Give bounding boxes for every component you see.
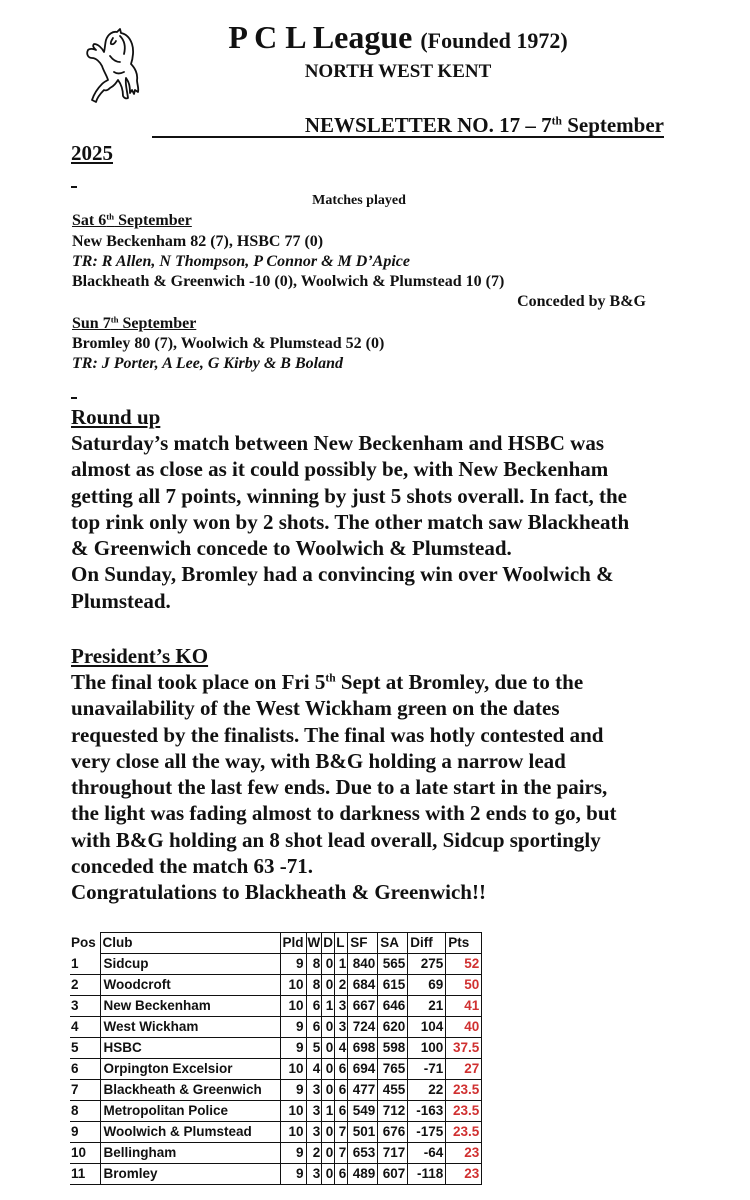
top-rink-players: TR: J Porter, A Lee, G Kirby & B Boland [72, 355, 343, 372]
cell-pld: 9 [280, 954, 306, 975]
table-row [70, 954, 482, 975]
presidents-ko-line: requested by the finalists. The final was hotly contested and [71, 722, 604, 747]
presidents-ko-line: throughout the last few ends. Due to a late start in the pairs, [71, 775, 608, 800]
cell-l: 3 [335, 996, 348, 1017]
cell-d: 0 [322, 1122, 335, 1143]
cell-w: 6 [306, 1017, 322, 1038]
cell-club: Sidcup [100, 954, 280, 975]
cell-pos: 2 [70, 975, 100, 996]
cell-l: 2 [335, 975, 348, 996]
cell-diff: -175 [408, 1122, 446, 1143]
cell-w: 5 [306, 1038, 322, 1059]
cell-sa: 620 [378, 1017, 408, 1038]
league-region: NORTH WEST KENT [304, 61, 492, 82]
table-row [70, 1122, 482, 1143]
cell-sa: 615 [378, 975, 408, 996]
cell-d: 0 [322, 954, 335, 975]
cell-sf: 489 [348, 1164, 378, 1185]
cell-l: 6 [335, 1080, 348, 1101]
table-row [70, 1143, 482, 1164]
col-header-pos: Pos [70, 933, 100, 954]
cell-diff: 69 [408, 975, 446, 996]
cell-pts: 23.5 [446, 1080, 482, 1101]
cell-club: Woolwich & Plumstead [100, 1122, 280, 1143]
matches-heading [0, 192, 750, 210]
cell-d: 0 [322, 1017, 335, 1038]
match-day-label: Sat 6 [72, 212, 107, 229]
founded-note: (Founded 1972) [420, 28, 568, 53]
league-name: P C L League [228, 19, 413, 55]
cell-l: 7 [335, 1122, 348, 1143]
league-table [70, 932, 482, 1185]
cell-w: 3 [306, 1080, 322, 1101]
roundup-heading: Round up [71, 405, 161, 429]
cell-w: 4 [306, 1059, 322, 1080]
ko-ordinal: th [325, 672, 336, 685]
presidents-ko-heading: President’s KO [71, 644, 209, 668]
col-header-sa: SA [378, 933, 408, 954]
cell-club: Woodcroft [100, 975, 280, 996]
cell-diff: 21 [408, 996, 446, 1017]
match-note: Conceded by B&G [517, 293, 646, 310]
roundup-line: almost as close as it could possibly be, with New Beckenham [71, 457, 609, 482]
cell-pos: 1 [70, 954, 100, 975]
presidents-ko-line: very close all the way, with B&G holding a narrow lead [71, 748, 566, 773]
cell-sf: 724 [348, 1017, 378, 1038]
table-row [70, 1101, 482, 1122]
cell-sa: 565 [378, 954, 408, 975]
match-result: New Beckenham 82 (7), HSBC 77 (0) [72, 233, 324, 250]
cell-l: 7 [335, 1143, 348, 1164]
cell-pld: 9 [280, 1080, 306, 1101]
cell-d: 1 [322, 996, 335, 1017]
match-day-ordinal: th [110, 314, 119, 325]
col-header-pts: Pts [446, 933, 482, 954]
cell-l: 3 [335, 1017, 348, 1038]
match-day-label: Sun 7 [72, 315, 111, 332]
divider-dash [71, 186, 77, 188]
cell-w: 3 [306, 1164, 322, 1185]
table-row [70, 1017, 482, 1038]
cell-l: 6 [335, 1101, 348, 1122]
cell-pld: 9 [280, 1038, 306, 1059]
cell-sf: 684 [348, 975, 378, 996]
presidents-ko-line [71, 669, 711, 695]
cell-sa: 717 [378, 1143, 408, 1164]
cell-club: West Wickham [100, 1017, 280, 1038]
newsletter-number: NEWSLETTER NO. 17 – 7 [304, 113, 552, 137]
league-title [88, 18, 708, 60]
match-day-ordinal: th [106, 211, 115, 222]
match-day-sat [72, 211, 192, 231]
cell-l: 4 [335, 1038, 348, 1059]
cell-diff: 22 [408, 1080, 446, 1101]
ko-text: Sept at Bromley, due to the [335, 670, 584, 694]
cell-pts: 27 [446, 1059, 482, 1080]
cell-club: Blackheath & Greenwich [100, 1080, 280, 1101]
roundup-paragraph [71, 430, 711, 614]
cell-l: 1 [335, 954, 348, 975]
cell-club: Metropolitan Police [100, 1101, 280, 1122]
roundup-line: getting all 7 points, winning by just 5 shots overall. In fact, the [71, 483, 627, 508]
cell-sa: 598 [378, 1038, 408, 1059]
match-day-month: September [114, 212, 192, 229]
cell-pts: 52 [446, 954, 482, 975]
cell-pld: 9 [280, 1143, 306, 1164]
cell-d: 0 [322, 1080, 335, 1101]
cell-sa: 455 [378, 1080, 408, 1101]
cell-pos: 4 [70, 1017, 100, 1038]
cell-pos: 11 [70, 1164, 100, 1185]
cell-sf: 501 [348, 1122, 378, 1143]
presidents-ko-line: with B&G holding an 8 shot lead overall, Sidcup sportingly [71, 827, 601, 852]
cell-pts: 37.5 [446, 1038, 482, 1059]
cell-pos: 10 [70, 1143, 100, 1164]
col-header-sf: SF [348, 933, 378, 954]
cell-club: Orpington Excelsior [100, 1059, 280, 1080]
match-result: Bromley 80 (7), Woolwich & Plumstead 52 (0) [72, 335, 385, 352]
cell-pos: 8 [70, 1101, 100, 1122]
cell-club: Bellingham [100, 1143, 280, 1164]
table-row [70, 1038, 482, 1059]
cell-pts: 41 [446, 996, 482, 1017]
divider-dash [71, 397, 77, 399]
table-row [70, 1059, 482, 1080]
cell-sf: 694 [348, 1059, 378, 1080]
cell-w: 2 [306, 1143, 322, 1164]
cell-sf: 653 [348, 1143, 378, 1164]
match-day-sun [72, 314, 196, 334]
cell-d: 1 [322, 1101, 335, 1122]
cell-sa: 676 [378, 1122, 408, 1143]
cell-diff: 104 [408, 1017, 446, 1038]
cell-pos: 5 [70, 1038, 100, 1059]
table-row [70, 996, 482, 1017]
cell-l: 6 [335, 1059, 348, 1080]
roundup-line: Saturday’s match between New Beckenham and HSBC was [71, 431, 604, 455]
cell-d: 0 [322, 1164, 335, 1185]
cell-w: 8 [306, 975, 322, 996]
cell-d: 0 [322, 1143, 335, 1164]
cell-club: HSBC [100, 1038, 280, 1059]
cell-pts: 23.5 [446, 1101, 482, 1122]
table-row [70, 1080, 482, 1101]
table-header-row [70, 933, 482, 954]
presidents-ko-line: conceded the match 63 -71. [71, 854, 314, 879]
newsletter-year: 2025 [71, 141, 113, 165]
roundup-line: Plumstead. [71, 588, 171, 613]
newsletter-month: September [561, 113, 664, 137]
cell-sf: 698 [348, 1038, 378, 1059]
table-row [70, 975, 482, 996]
cell-pos: 3 [70, 996, 100, 1017]
col-header-l: L [335, 933, 348, 954]
ko-text: The final took place on Fri 5 [71, 670, 326, 694]
cell-pld: 10 [280, 996, 306, 1017]
cell-sa: 765 [378, 1059, 408, 1080]
roundup-line: & Greenwich concede to Woolwich & Plumstead. [71, 536, 512, 561]
cell-pts: 50 [446, 975, 482, 996]
col-header-pld: Pld [280, 933, 306, 954]
cell-l: 6 [335, 1164, 348, 1185]
col-header-w: W [306, 933, 322, 954]
presidents-ko-line: the light was fading almost to darkness with 2 ends to go, but [71, 801, 617, 826]
cell-pts: 23.5 [446, 1122, 482, 1143]
cell-sf: 549 [348, 1101, 378, 1122]
cell-w: 3 [306, 1122, 322, 1143]
cell-sa: 712 [378, 1101, 408, 1122]
presidents-ko-paragraph [71, 669, 711, 906]
matches-heading-text: Matches played [312, 193, 406, 208]
cell-d: 0 [322, 1059, 335, 1080]
cell-w: 3 [306, 1101, 322, 1122]
col-header-club: Club [100, 933, 280, 954]
cell-sf: 840 [348, 954, 378, 975]
cell-diff: -118 [408, 1164, 446, 1185]
cell-sf: 477 [348, 1080, 378, 1101]
cell-pos: 9 [70, 1122, 100, 1143]
cell-diff: 100 [408, 1038, 446, 1059]
presidents-ko-line: unavailability of the West Wickham green on the dates [71, 696, 560, 721]
cell-pld: 9 [280, 1164, 306, 1185]
col-header-diff: Diff [408, 933, 446, 954]
cell-sa: 607 [378, 1164, 408, 1185]
cell-diff: -163 [408, 1101, 446, 1122]
cell-club: New Beckenham [100, 996, 280, 1017]
cell-club: Bromley [100, 1164, 280, 1185]
cell-pos: 6 [70, 1059, 100, 1080]
presidents-ko-line: Congratulations to Blackheath & Greenwich!! [71, 880, 486, 905]
col-header-d: D [322, 933, 335, 954]
cell-d: 0 [322, 1038, 335, 1059]
newsletter-heading [152, 112, 664, 138]
table-row [70, 1164, 482, 1185]
cell-sa: 646 [378, 996, 408, 1017]
match-day-month: September [118, 315, 197, 332]
cell-pts: 23 [446, 1164, 482, 1185]
cell-pld: 9 [280, 1017, 306, 1038]
cell-pts: 23 [446, 1143, 482, 1164]
newsletter-ordinal: th [551, 115, 562, 128]
cell-pld: 10 [280, 975, 306, 996]
cell-w: 6 [306, 996, 322, 1017]
cell-pos: 7 [70, 1080, 100, 1101]
cell-pld: 10 [280, 1122, 306, 1143]
top-rink-players: TR: R Allen, N Thompson, P Connor & M D’Apice [72, 253, 410, 270]
cell-pts: 40 [446, 1017, 482, 1038]
roundup-line: top rink only won by 2 shots. The other match saw Blackheath [71, 509, 630, 534]
cell-w: 8 [306, 954, 322, 975]
cell-diff: -64 [408, 1143, 446, 1164]
cell-pld: 10 [280, 1101, 306, 1122]
cell-d: 0 [322, 975, 335, 996]
roundup-line: On Sunday, Bromley had a convincing win over Woolwich & [71, 562, 614, 587]
cell-diff: -71 [408, 1059, 446, 1080]
match-result: Blackheath & Greenwich -10 (0), Woolwich & Plumstead 10 (7) [72, 273, 505, 290]
cell-diff: 275 [408, 954, 446, 975]
cell-sf: 667 [348, 996, 378, 1017]
cell-pld: 10 [280, 1059, 306, 1080]
